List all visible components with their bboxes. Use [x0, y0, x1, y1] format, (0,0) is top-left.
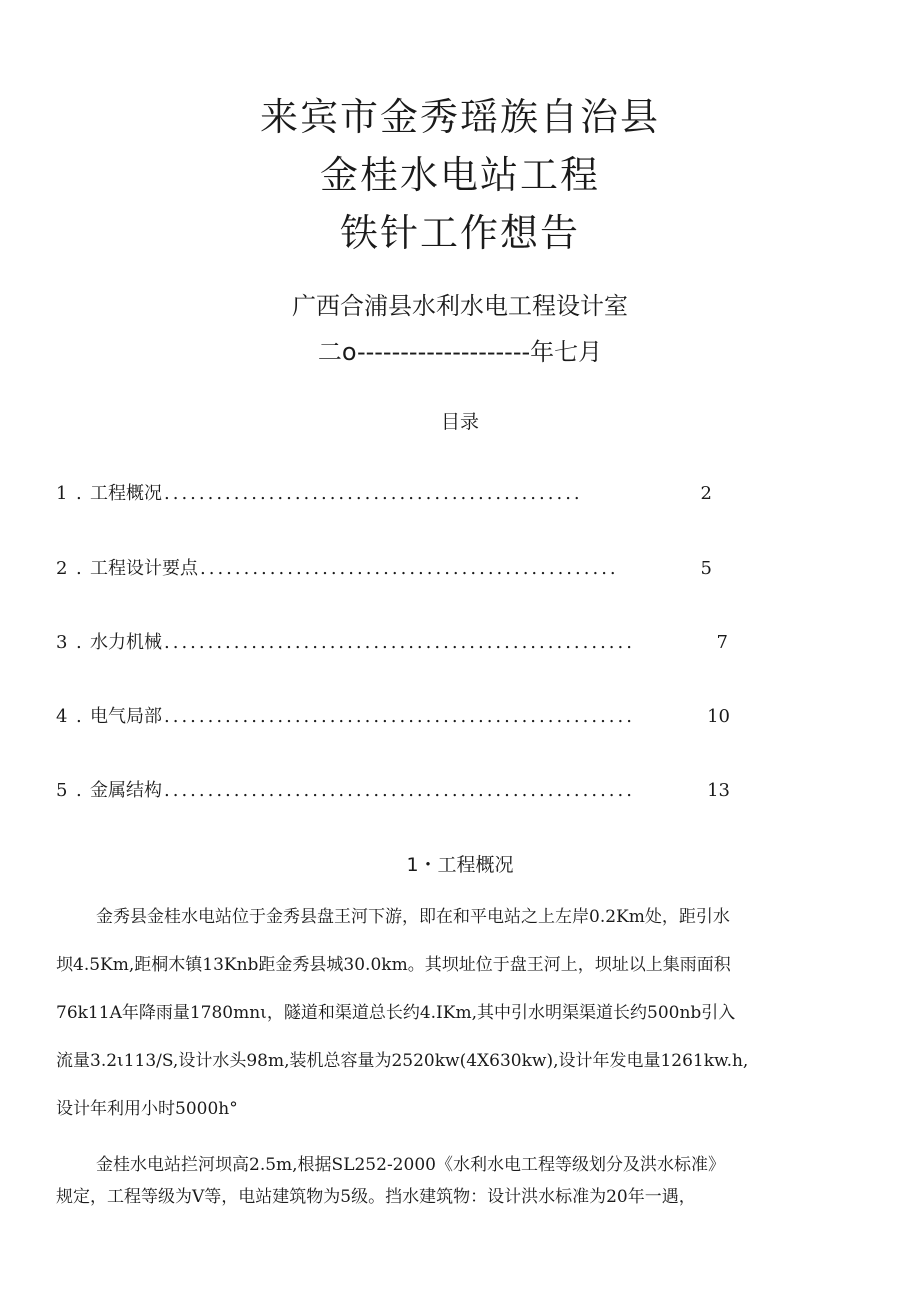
organization-name: 广西合浦县水利水电工程设计室 [292, 292, 628, 320]
toc-entry-separator: . [76, 706, 82, 727]
toc-entry-title: 金属结构 [90, 780, 162, 801]
title-line-3: 铁针工作想告 [339, 211, 580, 255]
toc-entry[interactable] [56, 556, 712, 582]
toc-entry-page: 2 [700, 483, 712, 504]
toc-leader-dots: ...................................................... [164, 706, 635, 727]
section-heading: 1・工程概况 [406, 854, 514, 876]
toc-entry-page: 5 [700, 558, 712, 579]
toc-entry-number: 4 [56, 706, 68, 727]
toc-entry[interactable] [56, 778, 730, 804]
toc-entry-title: 工程概况 [90, 483, 162, 504]
toc-entry-separator: . [76, 780, 82, 801]
paragraph-line: 设计年利用小时5000h° [56, 1099, 238, 1119]
toc-entry-separator: . [76, 558, 82, 579]
toc-entry[interactable] [56, 704, 730, 730]
paragraph-line: 金桂水电站拦河坝高2.5m,根据SL252-2000《水利水电工程等级划分及洪水标准》 [96, 1155, 725, 1175]
document-date: 二o--------------------年七月 [317, 338, 603, 366]
toc-leader-dots: ................................................ [200, 558, 619, 579]
title-line-1: 来宾市金秀瑶族自治县 [259, 95, 660, 139]
toc-entry-page: 7 [716, 632, 728, 653]
toc-entry-number: 1 [56, 483, 68, 504]
title-line-2: 金桂水电站工程 [319, 153, 600, 197]
toc-leader-dots: ...................................................... [164, 632, 635, 653]
toc-entry-number: 3 [56, 632, 68, 653]
paragraph-line: 76k11A年降雨量1780mnι，隧道和渠道总长约4.IKm,其中引水明渠渠道长约500nb引入 [56, 1003, 736, 1023]
toc-entry-title: 工程设计要点 [90, 558, 198, 579]
toc-entry-separator: . [76, 632, 82, 653]
toc-heading: 目录 [440, 411, 479, 433]
paragraph-line: 流量3.2ι113∕S,设计水头98m,装机总容量为2520kw(4X630kw),设计年发电量1261kw.h, [56, 1051, 749, 1071]
toc-entry[interactable] [56, 630, 728, 656]
toc-leader-dots: ................................................ [164, 483, 583, 504]
paragraph-line: 规定，工程等级为V等，电站建筑物为5级。挡水建筑物：设计洪水标准为20年一遇， [56, 1187, 696, 1207]
toc-leader-dots: ...................................................... [164, 780, 635, 801]
paragraph-line: 坝4.5Km,距桐木镇13Knb距金秀县城30.0km。其坝址位于盘王河上，坝址以上集雨面积 [56, 955, 731, 975]
toc-entry-page: 10 [707, 706, 730, 727]
toc-entry-separator: . [76, 483, 82, 504]
toc-entry-title: 水力机械 [90, 632, 162, 653]
toc-entry[interactable] [56, 481, 712, 507]
toc-entry-page: 13 [707, 780, 730, 801]
toc-entry-title: 电气局部 [90, 706, 162, 727]
paragraph-line: 金秀县金桂水电站位于金秀县盘王河下游，即在和平电站之上左岸0.2Km处，距引水 [96, 907, 730, 927]
toc-entry-number: 5 [56, 780, 68, 801]
toc-entry-number: 2 [56, 558, 68, 579]
